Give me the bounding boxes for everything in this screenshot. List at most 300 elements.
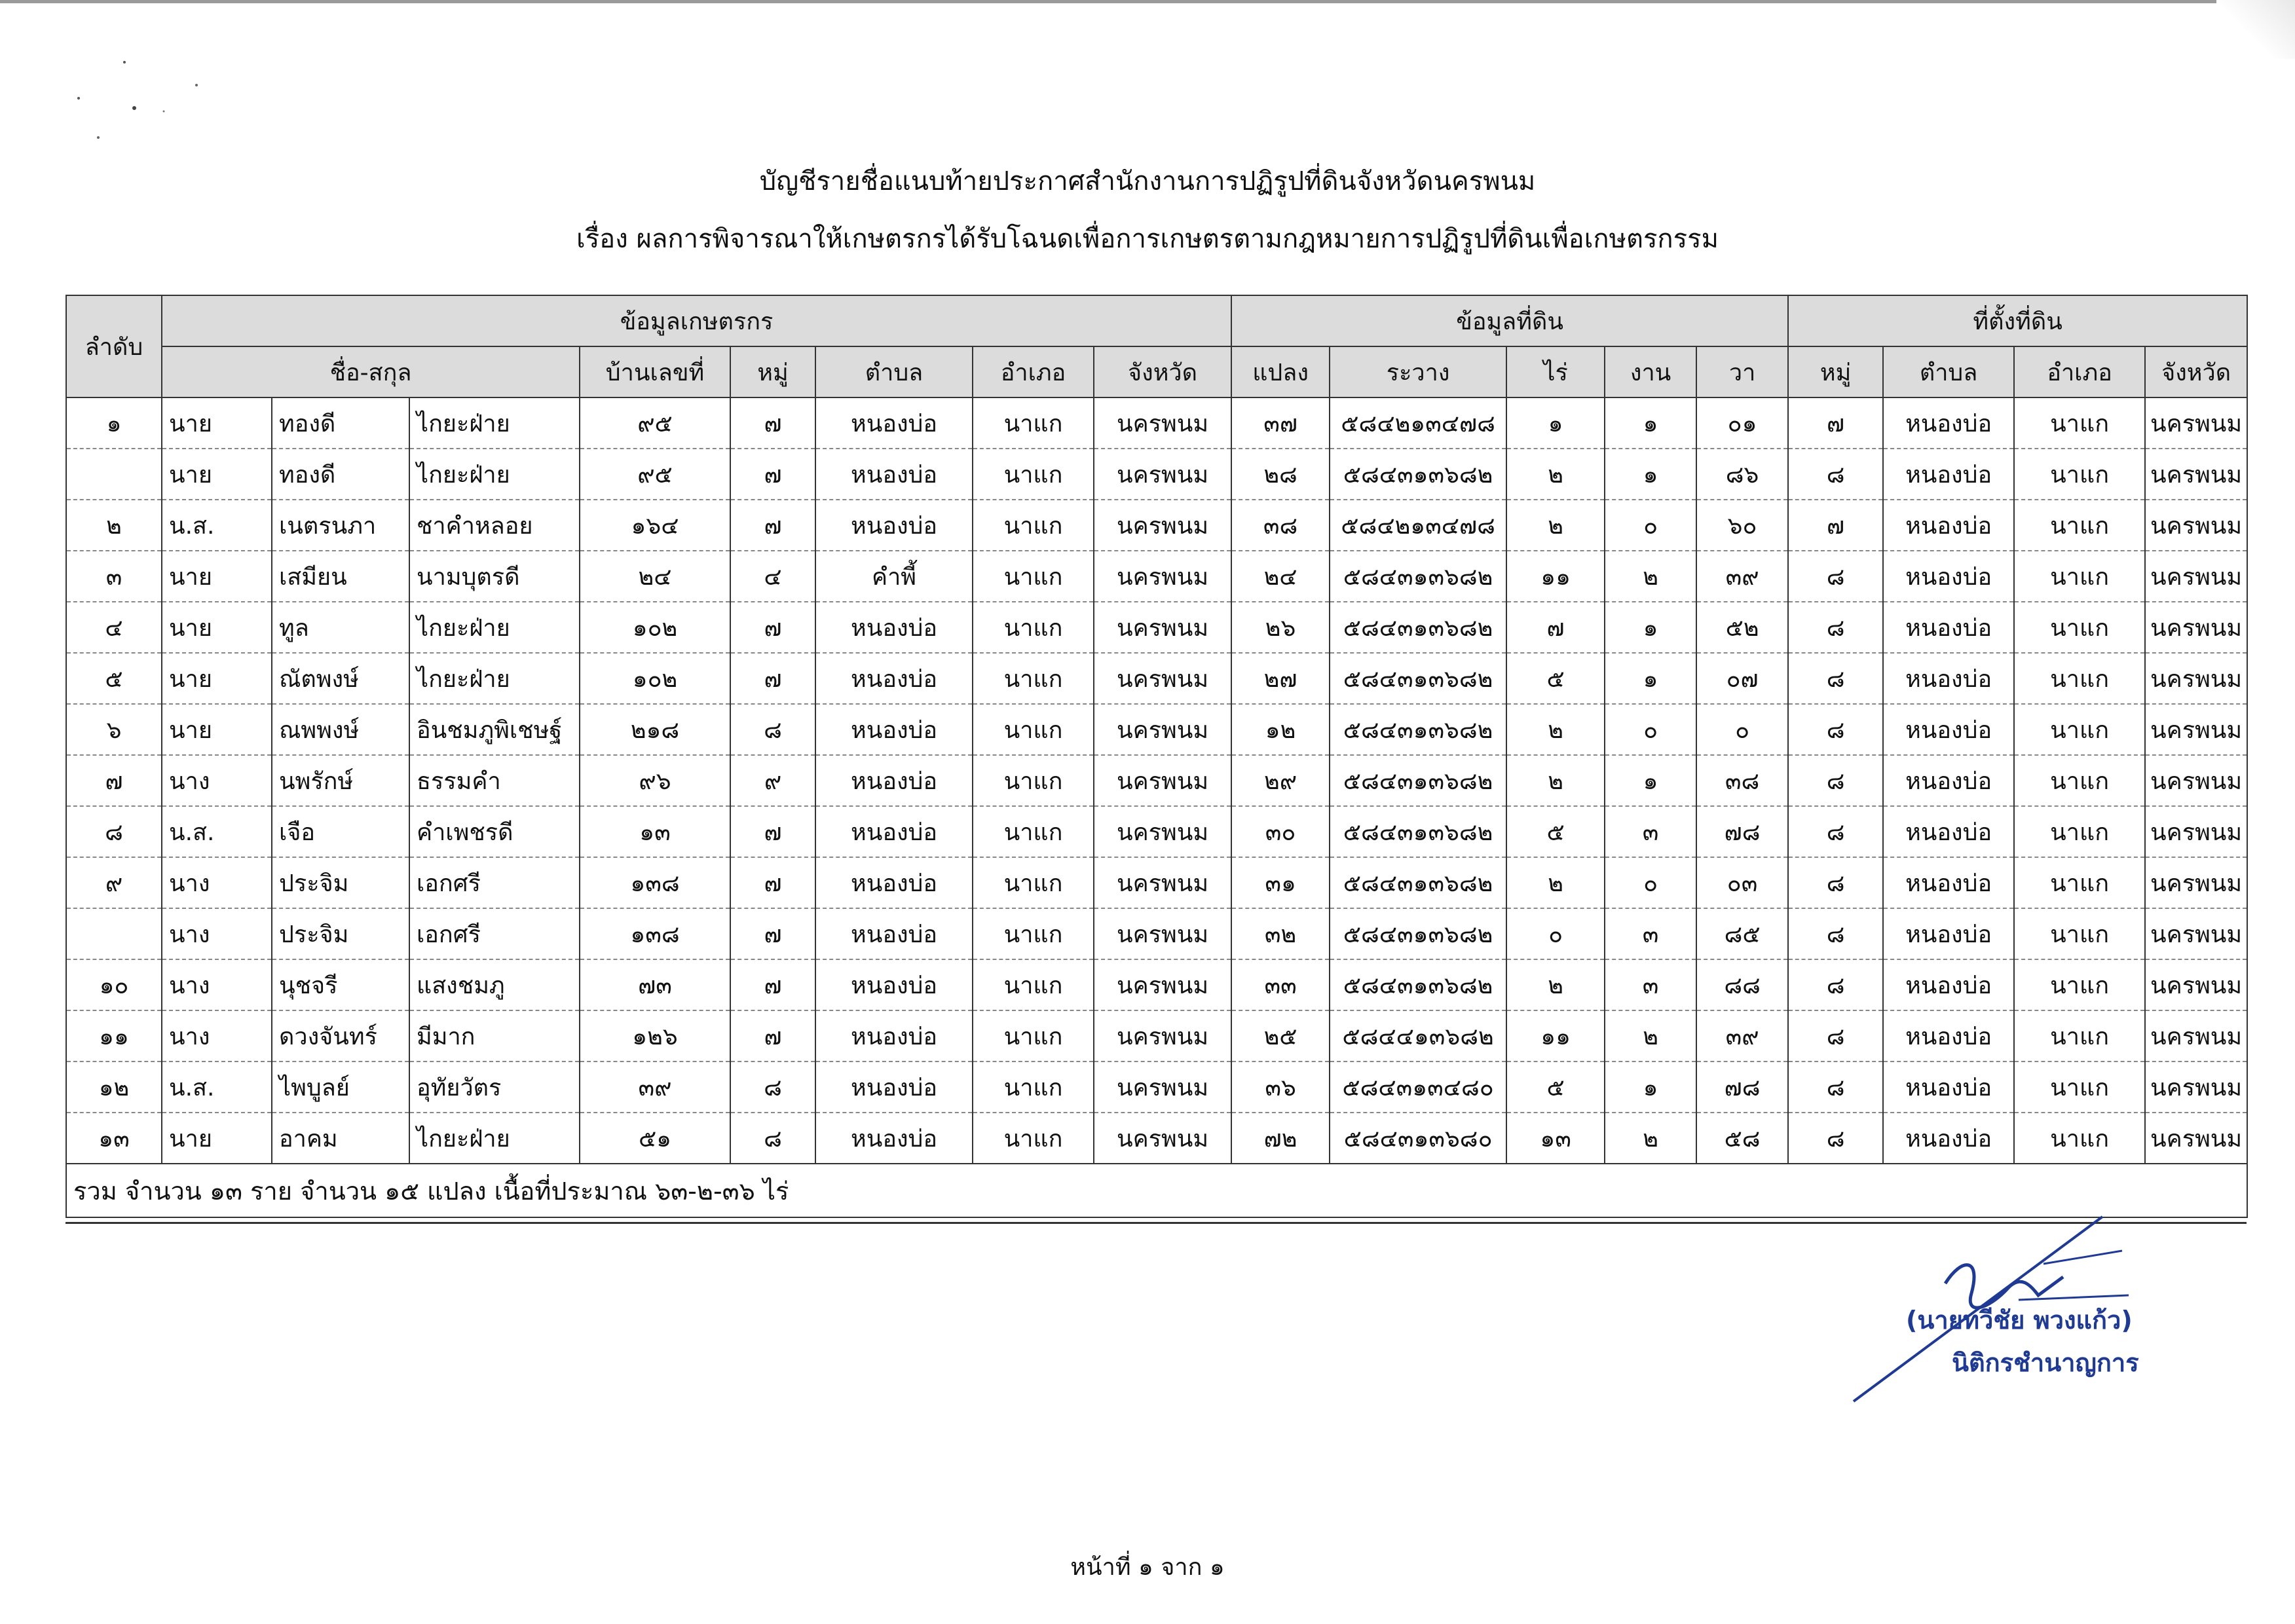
last-name: อินชมภูพิเชษฐ์ xyxy=(409,704,580,755)
tambon: คำพี้ xyxy=(815,551,973,602)
amphoe: นาแก xyxy=(973,500,1094,551)
name-prefix: นาง xyxy=(162,857,272,908)
area-rai: ๑๑ xyxy=(1506,551,1605,602)
row-number: ๗ xyxy=(66,755,162,806)
moo: ๘ xyxy=(730,704,815,755)
amphoe: นาแก xyxy=(973,857,1094,908)
plot-number: ๓๑ xyxy=(1231,857,1330,908)
header-ngan: งาน xyxy=(1605,346,1696,397)
location-tambon: หนองบ่อ xyxy=(1883,959,2014,1010)
area-rai: ๒ xyxy=(1506,755,1605,806)
last-name: ชาคำหลอย xyxy=(409,500,580,551)
name-prefix: น.ส. xyxy=(162,1061,272,1113)
first-name: ดวงจันทร์ xyxy=(272,1010,409,1061)
header-loc-province: จังหวัด xyxy=(2145,346,2247,397)
location-amphoe: นาแก xyxy=(2014,704,2145,755)
header-farmer-info: ข้อมูลเกษตรกร xyxy=(162,295,1231,346)
table-row xyxy=(66,1113,2247,1164)
area-rai: ๕ xyxy=(1506,1061,1605,1113)
document-subject: เรื่อง ผลการพิจารณาให้เกษตรกรได้รับโฉนดเพื่อการเกษตรตามกฎหมายการปฏิรูปที่ดินเพื่อเกษตรกรรม xyxy=(576,224,1719,254)
moo: ๗ xyxy=(730,806,815,857)
amphoe: นาแก xyxy=(973,602,1094,653)
area-ngan: ๑ xyxy=(1605,449,1696,500)
tambon: หนองบ่อ xyxy=(815,653,973,704)
location-province: นครพนม xyxy=(2145,500,2247,551)
location-province: นครพนม xyxy=(2145,602,2247,653)
moo: ๙ xyxy=(730,755,815,806)
row-number: ๒ xyxy=(66,500,162,551)
last-name: มีมาก xyxy=(409,1010,580,1061)
row-number: ๑๒ xyxy=(66,1061,162,1113)
scan-specks xyxy=(65,52,223,151)
amphoe: นาแก xyxy=(973,1061,1094,1113)
location-amphoe: นาแก xyxy=(2014,1010,2145,1061)
tambon: หนองบ่อ xyxy=(815,397,973,449)
location-tambon: หนองบ่อ xyxy=(1883,704,2014,755)
moo: ๗ xyxy=(730,500,815,551)
name-prefix: นาง xyxy=(162,908,272,959)
table-row xyxy=(66,1010,2247,1061)
location-tambon: หนองบ่อ xyxy=(1883,908,2014,959)
grid-number: ๕๘๔๓๑๓๖๘๒ xyxy=(1330,602,1506,653)
location-moo: ๘ xyxy=(1788,653,1883,704)
location-amphoe: นาแก xyxy=(2014,1061,2145,1113)
row-number: ๖ xyxy=(66,704,162,755)
area-ngan: ๒ xyxy=(1605,1113,1696,1164)
area-rai: ๗ xyxy=(1506,602,1605,653)
area-wa: ๓๙ xyxy=(1696,1010,1788,1061)
area-wa: ๕๘ xyxy=(1696,1113,1788,1164)
first-name: ทูล xyxy=(272,602,409,653)
location-tambon: หนองบ่อ xyxy=(1883,857,2014,908)
location-tambon: หนองบ่อ xyxy=(1883,500,2014,551)
first-name: เนตรนภา xyxy=(272,500,409,551)
area-ngan: ๐ xyxy=(1605,704,1696,755)
row-number xyxy=(66,908,162,959)
province: นครพนม xyxy=(1094,857,1231,908)
area-rai: ๕ xyxy=(1506,653,1605,704)
province: นครพนม xyxy=(1094,806,1231,857)
area-wa: ๓๘ xyxy=(1696,755,1788,806)
last-name: ไกยะฝ่าย xyxy=(409,449,580,500)
plot-number: ๒๘ xyxy=(1231,449,1330,500)
first-name: ทองดี xyxy=(272,397,409,449)
last-name: ธรรมคำ xyxy=(409,755,580,806)
location-tambon: หนองบ่อ xyxy=(1883,397,2014,449)
header-tambon: ตำบล xyxy=(815,346,973,397)
name-prefix: นาง xyxy=(162,1010,272,1061)
header-province: จังหวัด xyxy=(1094,346,1231,397)
grid-number: ๕๘๔๓๑๓๖๘๒ xyxy=(1330,857,1506,908)
moo: ๗ xyxy=(730,397,815,449)
location-province: นครพนม xyxy=(2145,653,2247,704)
province: นครพนม xyxy=(1094,397,1231,449)
location-moo: ๘ xyxy=(1788,1113,1883,1164)
location-moo: ๘ xyxy=(1788,704,1883,755)
area-ngan: ๑ xyxy=(1605,653,1696,704)
table-row xyxy=(66,449,2247,500)
scan-edge xyxy=(0,0,2295,3)
location-amphoe: นาแก xyxy=(2014,551,2145,602)
header-loc-amphoe: อำเภอ xyxy=(2014,346,2145,397)
area-wa: ๐ xyxy=(1696,704,1788,755)
tambon: หนองบ่อ xyxy=(815,1061,973,1113)
location-moo: ๘ xyxy=(1788,959,1883,1010)
moo: ๘ xyxy=(730,1113,815,1164)
location-amphoe: นาแก xyxy=(2014,959,2145,1010)
area-wa: ๘๘ xyxy=(1696,959,1788,1010)
location-tambon: หนองบ่อ xyxy=(1883,449,2014,500)
amphoe: นาแก xyxy=(973,959,1094,1010)
page-fold xyxy=(2216,0,2295,59)
plot-number: ๒๗ xyxy=(1231,653,1330,704)
location-tambon: หนองบ่อ xyxy=(1883,602,2014,653)
signer-name: (นายทวีชัย พวงแก้ว) xyxy=(1906,1306,2133,1335)
area-wa: ๘๖ xyxy=(1696,449,1788,500)
table-row xyxy=(66,397,2247,449)
name-prefix: นาย xyxy=(162,397,272,449)
area-ngan: ๓ xyxy=(1605,959,1696,1010)
location-moo: ๗ xyxy=(1788,397,1883,449)
header-rai: ไร่ xyxy=(1506,346,1605,397)
grid-number: ๕๘๔๓๑๓๖๘๒ xyxy=(1330,653,1506,704)
house-number: ๗๓ xyxy=(580,959,730,1010)
plot-number: ๒๕ xyxy=(1231,1010,1330,1061)
location-tambon: หนองบ่อ xyxy=(1883,1113,2014,1164)
province: นครพนม xyxy=(1094,449,1231,500)
first-name: ทองดี xyxy=(272,449,409,500)
location-tambon: หนองบ่อ xyxy=(1883,806,2014,857)
header-land-location: ที่ตั้งที่ดิน xyxy=(1788,295,2247,346)
amphoe: นาแก xyxy=(973,1113,1094,1164)
province: นครพนม xyxy=(1094,1113,1231,1164)
location-province: นครพนม xyxy=(2145,1010,2247,1061)
header-land-info: ข้อมูลที่ดิน xyxy=(1231,295,1788,346)
province: นครพนม xyxy=(1094,1061,1231,1113)
table-body xyxy=(66,397,2247,1164)
plot-number: ๓๒ xyxy=(1231,908,1330,959)
province: นครพนม xyxy=(1094,602,1231,653)
grid-number: ๕๘๔๓๑๓๖๘๐ xyxy=(1330,1113,1506,1164)
grid-number: ๕๘๔๓๑๓๖๘๒ xyxy=(1330,704,1506,755)
location-tambon: หนองบ่อ xyxy=(1883,755,2014,806)
location-amphoe: นาแก xyxy=(2014,908,2145,959)
tambon: หนองบ่อ xyxy=(815,959,973,1010)
first-name: เสมียน xyxy=(272,551,409,602)
first-name: ไพบูลย์ xyxy=(272,1061,409,1113)
amphoe: นาแก xyxy=(973,1010,1094,1061)
row-number: ๕ xyxy=(66,653,162,704)
signer-position: นิติกรชำนาญการ xyxy=(1952,1348,2139,1377)
area-ngan: ๐ xyxy=(1605,500,1696,551)
amphoe: นาแก xyxy=(973,653,1094,704)
name-prefix: นาย xyxy=(162,449,272,500)
location-amphoe: นาแก xyxy=(2014,755,2145,806)
grid-number: ๕๘๔๓๑๓๖๘๒ xyxy=(1330,806,1506,857)
house-number: ๑๐๒ xyxy=(580,602,730,653)
area-wa: ๐๑ xyxy=(1696,397,1788,449)
tambon: หนองบ่อ xyxy=(815,857,973,908)
location-tambon: หนองบ่อ xyxy=(1883,653,2014,704)
area-rai: ๒ xyxy=(1506,500,1605,551)
first-name: เจือ xyxy=(272,806,409,857)
moo: ๗ xyxy=(730,959,815,1010)
grid-number: ๕๘๔๓๑๓๖๘๒ xyxy=(1330,908,1506,959)
province: นครพนม xyxy=(1094,755,1231,806)
header-amphoe: อำเภอ xyxy=(973,346,1094,397)
house-number: ๒๑๘ xyxy=(580,704,730,755)
grid-number: ๕๘๔๓๑๓๖๘๒ xyxy=(1330,755,1506,806)
province: นครพนม xyxy=(1094,1010,1231,1061)
plot-number: ๑๒ xyxy=(1231,704,1330,755)
tambon: หนองบ่อ xyxy=(815,500,973,551)
tambon: หนองบ่อ xyxy=(815,1010,973,1061)
house-number: ๒๔ xyxy=(580,551,730,602)
location-amphoe: นาแก xyxy=(2014,602,2145,653)
tambon: หนองบ่อ xyxy=(815,755,973,806)
name-prefix: นาย xyxy=(162,653,272,704)
area-rai: ๒ xyxy=(1506,449,1605,500)
grid-number: ๕๘๔๒๑๓๔๗๘ xyxy=(1330,397,1506,449)
moo: ๗ xyxy=(730,908,815,959)
area-rai: ๑ xyxy=(1506,397,1605,449)
area-wa: ๘๕ xyxy=(1696,908,1788,959)
house-number: ๑๓ xyxy=(580,806,730,857)
area-wa: ๓๙ xyxy=(1696,551,1788,602)
area-ngan: ๑ xyxy=(1605,755,1696,806)
moo: ๘ xyxy=(730,1061,815,1113)
last-name: เอกศรี xyxy=(409,857,580,908)
location-province: นครพนม xyxy=(2145,449,2247,500)
location-province: นครพนม xyxy=(2145,908,2247,959)
area-wa: ๗๘ xyxy=(1696,1061,1788,1113)
location-moo: ๘ xyxy=(1788,551,1883,602)
grid-number: ๕๘๔๓๑๓๖๘๒ xyxy=(1330,449,1506,500)
location-province: นครพนม xyxy=(2145,806,2247,857)
tambon: หนองบ่อ xyxy=(815,449,973,500)
table-row xyxy=(66,755,2247,806)
header-no: ลำดับ xyxy=(66,295,162,397)
area-wa: ๕๒ xyxy=(1696,602,1788,653)
row-number: ๑ xyxy=(66,397,162,449)
area-wa: ๐๓ xyxy=(1696,857,1788,908)
house-number: ๓๙ xyxy=(580,1061,730,1113)
tambon: หนองบ่อ xyxy=(815,1113,973,1164)
house-number: ๑๖๔ xyxy=(580,500,730,551)
location-province: นครพนม xyxy=(2145,755,2247,806)
area-rai: ๒ xyxy=(1506,959,1605,1010)
plot-number: ๒๖ xyxy=(1231,602,1330,653)
page-number: หน้าที่ ๑ จาก ๑ xyxy=(1070,1554,1225,1581)
moo: ๗ xyxy=(730,1010,815,1061)
first-name: ณัตพงษ์ xyxy=(272,653,409,704)
area-ngan: ๓ xyxy=(1605,806,1696,857)
location-province: นครพนม xyxy=(2145,1113,2247,1164)
house-number: ๙๕ xyxy=(580,449,730,500)
house-number: ๑๓๘ xyxy=(580,908,730,959)
location-amphoe: นาแก xyxy=(2014,449,2145,500)
house-number: ๑๒๖ xyxy=(580,1010,730,1061)
location-province: นครพนม xyxy=(2145,704,2247,755)
table-row xyxy=(66,602,2247,653)
header-loc-moo: หมู่ xyxy=(1788,346,1883,397)
area-ngan: ๒ xyxy=(1605,551,1696,602)
location-moo: ๘ xyxy=(1788,806,1883,857)
location-province: นครพนม xyxy=(2145,959,2247,1010)
row-number: ๑๑ xyxy=(66,1010,162,1061)
table-row xyxy=(66,551,2247,602)
moo: ๗ xyxy=(730,857,815,908)
row-number: ๓ xyxy=(66,551,162,602)
area-ngan: ๑ xyxy=(1605,397,1696,449)
total-summary: รวม จำนวน ๑๓ ราย จำนวน ๑๕ แปลง เนื้อที่ประมาณ ๖๓-๒-๓๖ ไร่ xyxy=(66,1164,2247,1217)
row-number: ๙ xyxy=(66,857,162,908)
location-moo: ๘ xyxy=(1788,908,1883,959)
plot-number: ๓๓ xyxy=(1231,959,1330,1010)
tambon: หนองบ่อ xyxy=(815,806,973,857)
province: นครพนม xyxy=(1094,704,1231,755)
location-amphoe: นาแก xyxy=(2014,653,2145,704)
location-amphoe: นาแก xyxy=(2014,857,2145,908)
last-name: ไกยะฝ่าย xyxy=(409,1113,580,1164)
name-prefix: นาง xyxy=(162,959,272,1010)
first-name: นพรักษ์ xyxy=(272,755,409,806)
province: นครพนม xyxy=(1094,653,1231,704)
area-ngan: ๑ xyxy=(1605,602,1696,653)
table-row xyxy=(66,1061,2247,1113)
first-name: ประจิม xyxy=(272,857,409,908)
province: นครพนม xyxy=(1094,908,1231,959)
row-number: ๑๓ xyxy=(66,1113,162,1164)
name-prefix: น.ส. xyxy=(162,806,272,857)
area-rai: ๑๓ xyxy=(1506,1113,1605,1164)
location-moo: ๘ xyxy=(1788,755,1883,806)
location-moo: ๘ xyxy=(1788,1010,1883,1061)
amphoe: นาแก xyxy=(973,755,1094,806)
first-name: ณพพงษ์ xyxy=(272,704,409,755)
first-name: ประจิม xyxy=(272,908,409,959)
plot-number: ๓๐ xyxy=(1231,806,1330,857)
document-title: บัญชีรายชื่อแนบท้ายประกาศสำนักงานการปฏิรูปที่ดินจังหวัดนครพนม xyxy=(759,166,1536,196)
house-number: ๑๐๒ xyxy=(580,653,730,704)
header-moo: หมู่ xyxy=(730,346,815,397)
header-house-no: บ้านเลขที่ xyxy=(580,346,730,397)
province: นครพนม xyxy=(1094,500,1231,551)
location-province: นครพนม xyxy=(2145,551,2247,602)
area-ngan: ๓ xyxy=(1605,908,1696,959)
table-row xyxy=(66,857,2247,908)
tambon: หนองบ่อ xyxy=(815,908,973,959)
first-name: อาคม xyxy=(272,1113,409,1164)
location-moo: ๘ xyxy=(1788,449,1883,500)
name-prefix: นาย xyxy=(162,704,272,755)
location-amphoe: นาแก xyxy=(2014,1113,2145,1164)
location-tambon: หนองบ่อ xyxy=(1883,1061,2014,1113)
last-name: ไกยะฝ่าย xyxy=(409,602,580,653)
moo: ๗ xyxy=(730,602,815,653)
location-amphoe: นาแก xyxy=(2014,806,2145,857)
last-name: คำเพชรดี xyxy=(409,806,580,857)
area-ngan: ๒ xyxy=(1605,1010,1696,1061)
grid-number: ๕๘๔๓๑๓๖๘๒ xyxy=(1330,959,1506,1010)
table-row xyxy=(66,959,2247,1010)
table-row xyxy=(66,653,2247,704)
location-province: นครพนม xyxy=(2145,857,2247,908)
location-moo: ๘ xyxy=(1788,1061,1883,1113)
name-prefix: น.ส. xyxy=(162,500,272,551)
house-number: ๙๖ xyxy=(580,755,730,806)
house-number: ๙๕ xyxy=(580,397,730,449)
location-tambon: หนองบ่อ xyxy=(1883,551,2014,602)
last-name: เอกศรี xyxy=(409,908,580,959)
location-tambon: หนองบ่อ xyxy=(1883,1010,2014,1061)
first-name: นุชจรี xyxy=(272,959,409,1010)
row-number: ๘ xyxy=(66,806,162,857)
area-ngan: ๑ xyxy=(1605,1061,1696,1113)
header-loc-tambon: ตำบล xyxy=(1883,346,2014,397)
area-rai: ๐ xyxy=(1506,908,1605,959)
amphoe: นาแก xyxy=(973,908,1094,959)
table-row xyxy=(66,500,2247,551)
row-number: ๑๐ xyxy=(66,959,162,1010)
tambon: หนองบ่อ xyxy=(815,602,973,653)
location-province: นครพนม xyxy=(2145,1061,2247,1113)
plot-number: ๓๗ xyxy=(1231,397,1330,449)
house-number: ๕๑ xyxy=(580,1113,730,1164)
plot-number: ๓๖ xyxy=(1231,1061,1330,1113)
plot-number: ๗๒ xyxy=(1231,1113,1330,1164)
table-row xyxy=(66,806,2247,857)
location-moo: ๘ xyxy=(1788,857,1883,908)
location-amphoe: นาแก xyxy=(2014,500,2145,551)
area-wa: ๗๘ xyxy=(1696,806,1788,857)
row-number xyxy=(66,449,162,500)
header-plot: แปลง xyxy=(1231,346,1330,397)
amphoe: นาแก xyxy=(973,449,1094,500)
last-name: แสงชมภู xyxy=(409,959,580,1010)
last-name: อุทัยวัตร xyxy=(409,1061,580,1113)
area-rai: ๑๑ xyxy=(1506,1010,1605,1061)
amphoe: นาแก xyxy=(973,806,1094,857)
header-wa: วา xyxy=(1696,346,1788,397)
table-row xyxy=(66,704,2247,755)
moo: ๗ xyxy=(730,653,815,704)
grid-number: ๕๘๔๓๑๓๖๘๒ xyxy=(1330,551,1506,602)
name-prefix: นาย xyxy=(162,602,272,653)
area-rai: ๒ xyxy=(1506,857,1605,908)
area-rai: ๒ xyxy=(1506,704,1605,755)
name-prefix: นาง xyxy=(162,755,272,806)
amphoe: นาแก xyxy=(973,397,1094,449)
grid-number: ๕๘๔๔๑๓๖๘๒ xyxy=(1330,1010,1506,1061)
location-amphoe: นาแก xyxy=(2014,397,2145,449)
province: นครพนม xyxy=(1094,959,1231,1010)
area-rai: ๕ xyxy=(1506,806,1605,857)
amphoe: นาแก xyxy=(973,704,1094,755)
area-wa: ๐๗ xyxy=(1696,653,1788,704)
moo: ๔ xyxy=(730,551,815,602)
house-number: ๑๓๘ xyxy=(580,857,730,908)
grid-number: ๕๘๔๓๑๓๔๘๐ xyxy=(1330,1061,1506,1113)
header-name: ชื่อ-สกุล xyxy=(162,346,580,397)
province: นครพนม xyxy=(1094,551,1231,602)
grid-number: ๕๘๔๒๑๓๔๗๘ xyxy=(1330,500,1506,551)
plot-number: ๓๘ xyxy=(1231,500,1330,551)
location-province: นครพนม xyxy=(2145,397,2247,449)
last-name: นามบุตรดี xyxy=(409,551,580,602)
area-ngan: ๐ xyxy=(1605,857,1696,908)
location-moo: ๘ xyxy=(1788,602,1883,653)
